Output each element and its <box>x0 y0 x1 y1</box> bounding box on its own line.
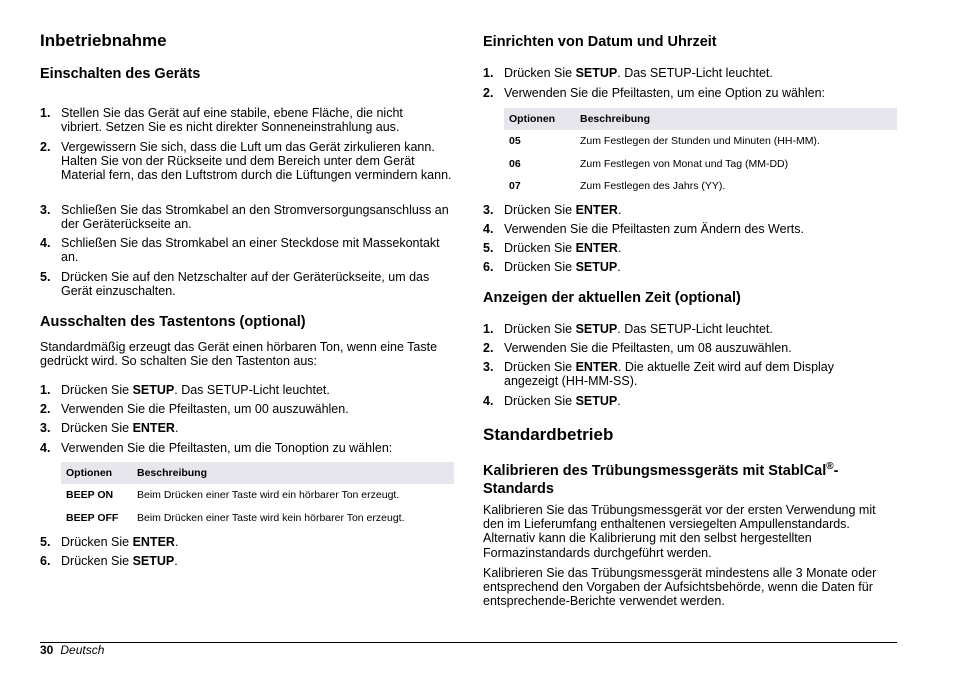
tone-step-2: 2. Verwenden Sie die Pfeiltasten, um 00 auszuwählen. <box>40 402 349 416</box>
table-row: 06 Zum Festlegen von Monat und Tag (MM-DD) <box>509 157 789 170</box>
time-step-1: 1. Drücken Sie SETUP. Das SETUP-Licht leuchtet. <box>483 322 773 336</box>
heading-aktuelle-zeit: Anzeigen der aktuellen Zeit (optional) <box>483 290 741 306</box>
date-step-1: 1. Drücken Sie SETUP. Das SETUP-Licht leuchtet. <box>483 66 773 80</box>
date-step-6: 6. Drücken Sie SETUP. <box>483 260 621 274</box>
tone-step-3: 3. Drücken Sie ENTER. <box>40 421 179 435</box>
date-step-2: 2. Verwenden Sie die Pfeiltasten, um eine Option zu wählen: <box>483 86 826 100</box>
power-on-step-4: 4. Schließen Sie das Stromkabel an einer Steckdose mit Massekontakt an. <box>40 236 440 265</box>
power-on-step-5: 5. Drücken Sie auf den Netzschalter auf der Geräterückseite, um das Gerät einzuschalten. <box>40 270 430 299</box>
section-title-standardbetrieb: Standardbetrieb <box>483 425 614 444</box>
heading-einschalten: Einschalten des Geräts <box>40 66 201 82</box>
footer-language: Deutsch <box>60 643 105 657</box>
tone-step-4: 4. Verwenden Sie die Pfeiltasten, um die Tonoption zu wählen: <box>40 441 393 455</box>
power-on-step-2: 2. Vergewissern Sie sich, dass die Luft um das Gerät zirkulieren kann. Halten Sie von der Rückseite und dem Bereich unter dem Gerät Material fern, das den Luftstrom durch die Lüftungen vermindern kann. <box>40 140 452 183</box>
calibration-paragraph-2: Kalibrieren Sie das Trübungsmessgerät mindestens alle 3 Monate oder entsprechend den Vorgaben der Aufsichtsbehörde, wenn die Daten für entsprechende-Berichte verwendet werden. <box>483 566 877 609</box>
time-step-2: 2. Verwenden Sie die Pfeiltasten, um 08 auszuwählen. <box>483 341 792 355</box>
tone-step-5: 5. Drücken Sie ENTER. <box>40 535 179 549</box>
date-step-3: 3. Drücken Sie ENTER. <box>483 203 622 217</box>
power-on-step-3: 3. Schließen Sie das Stromkabel an den Stromversorgungsanschluss an der Geräterückseite an. <box>40 203 449 232</box>
tastenton-intro: Standardmäßig erzeugt das Gerät einen hörbaren Ton, wenn eine Taste gedrückt wird. So schalten Sie den Tastenton aus: <box>40 340 438 369</box>
table-header-options: Optionen <box>61 462 132 484</box>
date-step-4: 4. Verwenden Sie die Pfeiltasten zum Ändern des Werts. <box>483 222 804 236</box>
time-step-3: 3. Drücken Sie ENTER. Die aktuelle Zeit wird auf dem Display angezeigt (HH-MM-SS). <box>483 360 834 389</box>
time-step-4: 4. Drücken Sie SETUP. <box>483 394 621 408</box>
section-title-inbetriebnahme: Inbetriebnahme <box>40 31 167 50</box>
heading-kalibrieren: Kalibrieren des Trübungsmessgeräts mit StablCal®-Standards <box>483 461 839 497</box>
table-header-options: Optionen <box>504 108 575 130</box>
tone-options-table <box>61 462 454 529</box>
table-row: 07 Zum Festlegen des Jahrs (YY). <box>509 180 726 193</box>
table-row: BEEP OFF Beim Drücken einer Taste wird kein hörbarer Ton erzeugt. <box>66 511 405 524</box>
page-number: 30 <box>40 643 54 657</box>
date-step-5: 5. Drücken Sie ENTER. <box>483 241 622 255</box>
table-row: 05 Zum Festlegen der Stunden und Minuten (HH-MM). <box>509 135 820 148</box>
heading-datum-uhrzeit: Einrichten von Datum und Uhrzeit <box>483 34 717 50</box>
page-footer <box>40 643 104 657</box>
table-row: BEEP ON Beim Drücken einer Taste wird ein hörbarer Ton erzeugt. <box>66 489 400 502</box>
heading-tastenton: Ausschalten des Tastentons (optional) <box>40 314 306 330</box>
calibration-paragraph-1: Kalibrieren Sie das Trübungsmessgerät vor der ersten Verwendung mit den im Lieferumfang enthaltenen versiegelten Ampullenstandards. Alternativ kann die Kalibrierung mit den selbst hergestellten Formazinstandards durchgeführt werden. <box>483 503 876 560</box>
power-on-step-1: 1. Stellen Sie das Gerät auf eine stabile, ebene Fläche, die nicht vibriert. Setzen Sie es nicht direkter Sonneneinstrahlung aus. <box>40 106 403 135</box>
table-header-description: Beschreibung <box>132 462 454 484</box>
footer-divider <box>40 642 897 643</box>
table-header-description: Beschreibung <box>575 108 897 130</box>
tone-step-6: 6. Drücken Sie SETUP. <box>40 554 178 568</box>
tone-step-1: 1. Drücken Sie SETUP. Das SETUP-Licht leuchtet. <box>40 383 330 397</box>
date-options-table <box>504 108 897 198</box>
